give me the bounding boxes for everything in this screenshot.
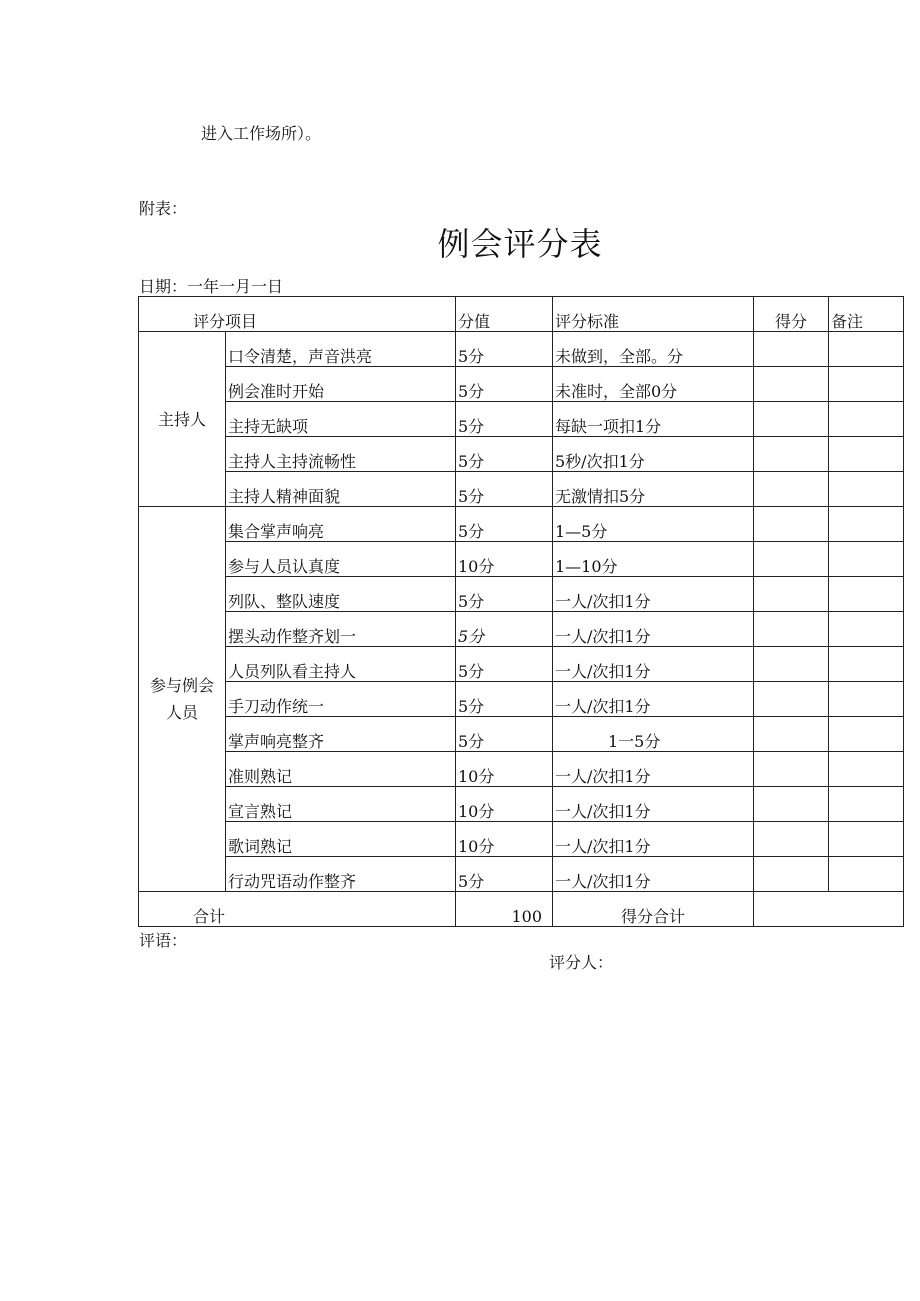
value-cell: 5分 [456, 717, 553, 752]
table-row [139, 542, 904, 577]
value-cell: 5分 [456, 577, 553, 612]
note-cell[interactable] [829, 682, 904, 717]
item-cell: 参与人员认真度 [226, 542, 456, 577]
table-row [139, 857, 904, 892]
criteria-cell: 1—10分 [553, 542, 754, 577]
criteria-cell: 一人/次扣1分 [553, 857, 754, 892]
score-cell[interactable] [754, 367, 829, 402]
note-cell[interactable] [829, 612, 904, 647]
score-cell[interactable] [754, 437, 829, 472]
criteria-cell: 1—5分 [553, 507, 754, 542]
item-cell: 行动咒语动作整齐 [226, 857, 456, 892]
note-cell[interactable] [829, 332, 904, 367]
value-cell: 5分 [456, 332, 553, 367]
item-cell: 手刀动作统一 [226, 682, 456, 717]
item-cell: 人员列队看主持人 [226, 647, 456, 682]
score-cell[interactable] [754, 402, 829, 437]
table-row [139, 822, 904, 857]
criteria-cell: 5秒/次扣1分 [553, 437, 754, 472]
item-cell: 例会准时开始 [226, 367, 456, 402]
value-cell: 5分 [456, 612, 553, 647]
note-cell[interactable] [829, 402, 904, 437]
rater-label: 评分人： [549, 953, 614, 972]
score-cell[interactable] [754, 472, 829, 507]
table-row [139, 402, 904, 437]
item-cell: 摆头动作整齐划一 [226, 612, 456, 647]
score-cell[interactable] [754, 612, 829, 647]
criteria-cell: 一人/次扣1分 [553, 682, 754, 717]
note-cell[interactable] [829, 437, 904, 472]
value-cell: 5分 [456, 507, 553, 542]
header-note: 备注 [829, 297, 904, 332]
value-cell: 10分 [456, 787, 553, 822]
header-value: 分值 [456, 297, 553, 332]
table-row [139, 647, 904, 682]
table-row [139, 437, 904, 472]
total-score-cell[interactable] [754, 892, 904, 927]
criteria-cell: 无激情扣5分 [553, 472, 754, 507]
value-cell: 5分 [456, 402, 553, 437]
value-cell: 10分 [456, 822, 553, 857]
score-cell[interactable] [754, 822, 829, 857]
item-cell: 主持无缺项 [226, 402, 456, 437]
item-cell: 口令清楚，声音洪亮 [226, 332, 456, 367]
header-item: 评分项目 [139, 297, 456, 332]
note-cell[interactable] [829, 752, 904, 787]
table-row [139, 507, 904, 542]
header-criteria: 评分标准 [553, 297, 754, 332]
header-score: 得分 [754, 297, 829, 332]
item-cell: 主持人精神面貌 [226, 472, 456, 507]
section-host: 主持人 [139, 332, 226, 507]
appendix-label: 附表： [139, 199, 188, 218]
total-value: 100 [456, 892, 553, 927]
criteria-cell: 一人/次扣1分 [553, 577, 754, 612]
note-cell[interactable] [829, 367, 904, 402]
table-row [139, 577, 904, 612]
intro-text: 进入工作场所）。 [201, 124, 322, 143]
value-cell: 10分 [456, 542, 553, 577]
table-row [139, 367, 904, 402]
criteria-cell: 一人/次扣1分 [553, 787, 754, 822]
score-cell[interactable] [754, 507, 829, 542]
table-row [139, 332, 904, 367]
total-label: 合计 [139, 892, 456, 927]
note-cell[interactable] [829, 787, 904, 822]
criteria-cell: 1一5分 [553, 717, 754, 752]
score-cell[interactable] [754, 857, 829, 892]
value-cell: 5分 [456, 367, 553, 402]
score-cell[interactable] [754, 787, 829, 822]
score-cell[interactable] [754, 752, 829, 787]
table-row [139, 717, 904, 752]
criteria-cell: 未准时，全部0分 [553, 367, 754, 402]
section-participants: 参与例会人员 [139, 507, 226, 892]
item-cell: 宣言熟记 [226, 787, 456, 822]
table-row [139, 682, 904, 717]
criteria-cell: 一人/次扣1分 [553, 612, 754, 647]
score-cell[interactable] [754, 332, 829, 367]
item-cell: 主持人主持流畅性 [226, 437, 456, 472]
item-cell: 歌词熟记 [226, 822, 456, 857]
note-cell[interactable] [829, 857, 904, 892]
table-row [139, 472, 904, 507]
criteria-cell: 每缺一项扣1分 [553, 402, 754, 437]
criteria-cell: 未做到，全部。分 [553, 332, 754, 367]
note-cell[interactable] [829, 647, 904, 682]
note-cell[interactable] [829, 472, 904, 507]
item-cell: 掌声响亮整齐 [226, 717, 456, 752]
criteria-cell: 一人/次扣1分 [553, 752, 754, 787]
note-cell[interactable] [829, 577, 904, 612]
item-cell: 集合掌声响亮 [226, 507, 456, 542]
score-cell[interactable] [754, 682, 829, 717]
note-cell[interactable] [829, 822, 904, 857]
score-cell[interactable] [754, 577, 829, 612]
value-cell: 5分 [456, 647, 553, 682]
note-cell[interactable] [829, 542, 904, 577]
score-cell[interactable] [754, 647, 829, 682]
header-row [139, 297, 904, 332]
note-cell[interactable] [829, 717, 904, 752]
score-cell[interactable] [754, 542, 829, 577]
table-row [139, 787, 904, 822]
date-line: 日期：一年一月一日 [139, 277, 284, 296]
table-row [139, 752, 904, 787]
total-row [139, 892, 904, 927]
criteria-cell: 一人/次扣1分 [553, 822, 754, 857]
value-cell: 5分 [456, 857, 553, 892]
item-cell: 列队、整队速度 [226, 577, 456, 612]
value-cell: 5分 [456, 437, 553, 472]
value-cell: 5分 [456, 472, 553, 507]
value-cell: 5分 [456, 682, 553, 717]
table-row [139, 612, 904, 647]
item-cell: 准则熟记 [226, 752, 456, 787]
comment-label: 评语： [139, 931, 188, 950]
value-cell: 10分 [456, 752, 553, 787]
criteria-cell: 一人/次扣1分 [553, 647, 754, 682]
score-cell[interactable] [754, 717, 829, 752]
total-score-label: 得分合计 [553, 892, 754, 927]
note-cell[interactable] [829, 507, 904, 542]
score-table [138, 296, 904, 927]
page-title: 例会评分表 [437, 225, 603, 263]
